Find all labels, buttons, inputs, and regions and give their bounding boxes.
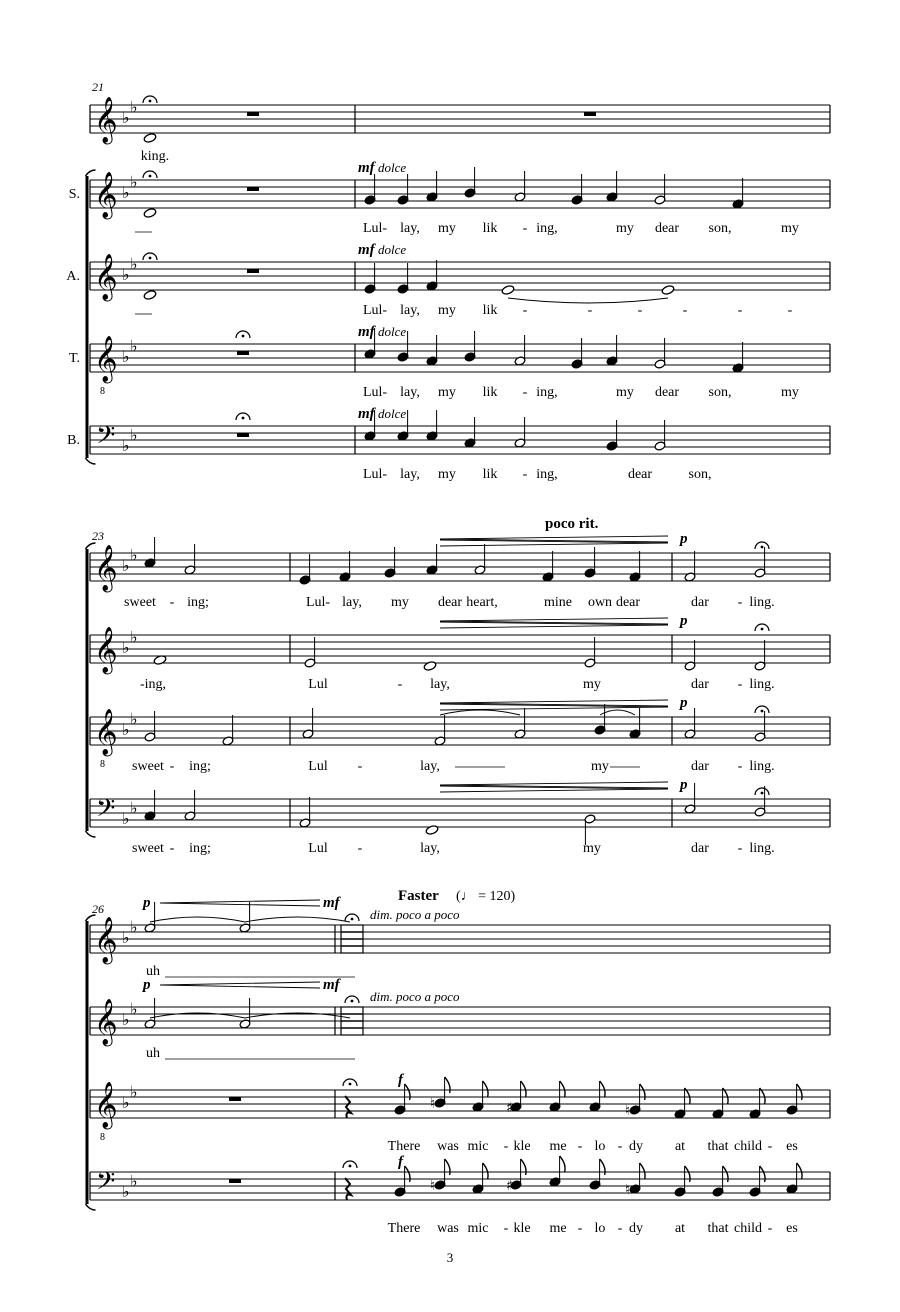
lyric-syllable: child [734, 1221, 762, 1236]
crescendo-hairpin [160, 900, 320, 903]
lyric-syllable: - [737, 595, 743, 610]
lyric-syllable: dy [629, 1139, 643, 1154]
fermata-dot [242, 335, 245, 338]
dynamic-marking: mf [358, 160, 375, 176]
lyric-syllable: ing; [189, 841, 211, 856]
lyric-syllable: was [437, 1221, 459, 1236]
note-flag [405, 1084, 410, 1100]
bass-clef-icon: 𝄢 [96, 421, 116, 456]
note-flag [483, 1081, 488, 1097]
lyric-syllable: my [391, 595, 409, 610]
fermata-dot [242, 417, 245, 420]
slur-tie [150, 917, 245, 922]
flat-icon: ♭ [122, 108, 130, 127]
lyric-syllable: There [387, 1221, 421, 1236]
octave-8-icon: 8 [100, 1132, 105, 1143]
note-flag [723, 1166, 728, 1182]
lyric-syllable: mine [544, 595, 572, 610]
accidental-icon: ♮ [625, 1103, 631, 1119]
crescendo-hairpin [440, 782, 668, 785]
flat-icon: ♭ [130, 254, 138, 274]
lyric-syllable: - [503, 1221, 509, 1236]
lyric-syllable: king. [140, 149, 170, 164]
lyric-syllable: There [387, 1139, 421, 1154]
note-flag [640, 1163, 645, 1179]
lyric-syllable: - [587, 303, 593, 318]
lyric-syllable: son, [708, 221, 732, 236]
flat-icon: ♭ [130, 627, 138, 647]
slur-tie [440, 710, 520, 715]
lyric-syllable: es [786, 1221, 798, 1236]
staff [90, 262, 830, 290]
lyric-syllable: lay, [400, 467, 420, 482]
whole-note [425, 825, 439, 836]
flat-icon: ♭ [130, 999, 138, 1019]
lyric-syllable: dar [691, 595, 709, 610]
treble-clef-icon: 𝄞 [94, 709, 118, 755]
whole-rest [247, 112, 259, 116]
expression-text: dolce [378, 406, 407, 421]
staff [90, 1007, 830, 1035]
lyric-syllable: ing, [536, 221, 558, 236]
lyric-syllable: - [637, 303, 643, 318]
whole-rest [247, 187, 259, 191]
measure-number: 23 [92, 529, 104, 543]
fermata-dot [761, 710, 764, 713]
lyric-syllable: my [781, 221, 799, 236]
lyric-syllable: - [169, 595, 175, 610]
treble-clef-icon: 𝄞 [94, 545, 118, 591]
lyric-syllable: ing, [536, 467, 558, 482]
lyric-syllable: - [737, 841, 743, 856]
lyric-syllable: Lul [308, 677, 328, 692]
flat-icon: ♭ [122, 556, 130, 575]
lyric-syllable: ling. [749, 595, 775, 610]
lyric-syllable: Lul- [362, 303, 388, 318]
lyric-syllable: dar [691, 759, 709, 774]
flat-icon: ♭ [130, 798, 138, 818]
lyric-syllable: Lul- [362, 385, 388, 400]
page-number: 3 [446, 1250, 454, 1265]
lyric-syllable: my [616, 385, 634, 400]
lyric-syllable: at [674, 1221, 686, 1236]
lyric-syllable: sweet [132, 759, 164, 774]
lyric-syllable: kle [513, 1221, 531, 1236]
treble-clef-icon: 𝄞 [94, 254, 118, 300]
octave-8-icon: 8 [100, 759, 105, 770]
staff [90, 799, 830, 827]
lyric-syllable: my [438, 221, 456, 236]
crescendo-hairpin [160, 985, 320, 988]
lyric-syllable: Lul- [362, 221, 388, 236]
flat-icon: ♭ [122, 1010, 130, 1029]
lyric-syllable: that [707, 1139, 729, 1154]
lyric-syllable: son, [708, 385, 732, 400]
crescendo-hairpin [440, 700, 668, 703]
lyric-syllable: - [522, 303, 528, 318]
flat-icon: ♭ [130, 545, 138, 565]
note-flag [405, 1166, 410, 1182]
lyric-syllable: was [437, 1139, 459, 1154]
note-flag [445, 1159, 450, 1175]
lyric-syllable: - [737, 303, 743, 318]
lyric-syllable: mic [467, 1221, 489, 1236]
lyric-syllable: lay, [342, 595, 362, 610]
bass-clef-icon: 𝄢 [96, 794, 116, 829]
lyric-syllable: me [549, 1139, 567, 1154]
lyric-syllable: lik [482, 385, 498, 400]
lyric-syllable: ing, [536, 385, 558, 400]
whole-note [423, 661, 437, 672]
staff [90, 344, 830, 372]
note-flag [640, 1084, 645, 1100]
treble-clef-icon: 𝄞 [94, 999, 118, 1045]
lyric-syllable: dear [654, 385, 680, 400]
lyric-syllable: es [786, 1139, 798, 1154]
expression-text: dolce [378, 242, 407, 257]
lyric-syllable: ing; [189, 759, 211, 774]
lyric-syllable: kle [513, 1139, 531, 1154]
flat-icon: ♭ [122, 265, 130, 284]
note-flag [600, 1159, 605, 1175]
staff-label: B. [67, 433, 80, 448]
lyric-syllable: Lul- [305, 595, 331, 610]
dynamic-marking: mf [358, 406, 375, 422]
lyric-syllable: uh [146, 1046, 160, 1061]
lyric-syllable: - [522, 467, 528, 482]
staff-label: A. [66, 269, 80, 284]
fermata-dot [761, 792, 764, 795]
dynamic-marking: p [680, 531, 688, 547]
lyric-syllable: ing; [187, 595, 209, 610]
note-flag [685, 1166, 690, 1182]
lyric-syllable: dar [691, 677, 709, 692]
note-flag [760, 1166, 765, 1182]
bracket-hook [86, 1204, 96, 1210]
lyric-syllable: - [577, 1221, 583, 1236]
staff [90, 426, 830, 454]
whole-note [143, 208, 157, 219]
measure-number: 21 [92, 80, 104, 94]
dynamic-marking: mf [358, 242, 375, 258]
lyric-syllable: lay, [420, 759, 440, 774]
decrescendo-hairpin [440, 625, 668, 628]
lyric-syllable: child [734, 1139, 762, 1154]
note-flag [521, 1159, 526, 1175]
lyric-syllable: at [674, 1139, 686, 1154]
dynamic-marking: p [143, 895, 151, 911]
staff [90, 553, 830, 581]
quarter-rest [345, 1178, 351, 1200]
lyric-syllable: ling. [749, 677, 775, 692]
fermata-dot [149, 100, 152, 103]
fermata-dot [761, 628, 764, 631]
lyric-syllable: - [503, 1139, 509, 1154]
lyric-syllable: dear [654, 221, 680, 236]
dynamic-marking: mf [323, 977, 340, 993]
whole-rest [229, 1097, 241, 1101]
dynamic-marking: mf [323, 895, 340, 911]
lyric-syllable: lik [482, 221, 498, 236]
flat-icon: ♭ [122, 809, 130, 828]
note-flag [797, 1163, 802, 1179]
lyric-syllable: Lul [308, 759, 328, 774]
fermata-dot [149, 175, 152, 178]
staff [90, 635, 830, 663]
staff-label: S. [68, 187, 80, 202]
whole-rest [584, 112, 596, 116]
note-flag [521, 1081, 526, 1097]
lyric-syllable: - [737, 759, 743, 774]
flat-icon: ♭ [122, 1182, 130, 1201]
lyric-syllable: - [767, 1221, 773, 1236]
lyric-syllable: -ing, [139, 677, 167, 692]
treble-clef-icon: 𝄞 [94, 627, 118, 673]
lyric-syllable: lay, [400, 385, 420, 400]
lyric-syllable: mic [467, 1139, 489, 1154]
bracket-hook [86, 831, 96, 837]
lyric-syllable: lik [482, 467, 498, 482]
flat-icon: ♭ [122, 347, 130, 366]
quarter-rest [345, 1096, 351, 1118]
lyric-syllable: - [737, 677, 743, 692]
lyric-syllable: my [583, 841, 601, 856]
lyric-syllable: - [357, 841, 363, 856]
lyric-syllable: my [438, 303, 456, 318]
accidental-icon: ♯ [506, 1100, 513, 1116]
fermata-dot [351, 918, 354, 921]
tempo-change: poco rit. [545, 516, 599, 532]
lyric-syllable: dar [691, 841, 709, 856]
bracket-hook [86, 458, 96, 464]
lyric-syllable: - [787, 303, 793, 318]
lyric-syllable: Lul- [362, 467, 388, 482]
accidental-icon: ♮ [430, 1178, 436, 1194]
tempo-marking: (♩ = 120) [456, 889, 516, 904]
slur-tie [600, 710, 635, 715]
dynamic-marking: p [680, 695, 688, 711]
lyric-syllable: lay, [430, 677, 450, 692]
flat-icon: ♭ [130, 709, 138, 729]
flat-icon: ♭ [130, 1171, 138, 1191]
lyric-syllable: - [617, 1139, 623, 1154]
lyric-syllable: ling. [749, 759, 775, 774]
flat-icon: ♭ [122, 183, 130, 202]
decrescendo-hairpin [440, 707, 668, 710]
whole-note [143, 133, 157, 144]
whole-rest [229, 1179, 241, 1183]
fermata-dot [351, 1000, 354, 1003]
fermata-dot [349, 1165, 352, 1168]
flat-icon: ♭ [130, 97, 138, 117]
treble-clef-icon: 𝄞 [94, 172, 118, 218]
accidental-icon: ♯ [506, 1178, 513, 1194]
lyric-syllable: sweet [124, 595, 156, 610]
lyric-syllable: Lul [308, 841, 328, 856]
fermata-dot [761, 546, 764, 549]
flat-icon: ♭ [122, 928, 130, 947]
staff-label: T. [68, 351, 80, 366]
lyric-syllable: dear [437, 595, 463, 610]
staff [90, 717, 830, 745]
lyric-syllable: - [767, 1139, 773, 1154]
accidental-icon: ♮ [430, 1096, 436, 1112]
lyric-syllable: that [707, 1221, 729, 1236]
decrescendo-hairpin [440, 543, 668, 546]
slur-tie [245, 917, 350, 922]
flat-icon: ♭ [122, 638, 130, 657]
note-flag [445, 1077, 450, 1093]
dynamic-marking: f [398, 1154, 403, 1170]
flat-icon: ♭ [122, 1093, 130, 1112]
flat-icon: ♭ [130, 172, 138, 192]
lyric-syllable: my [438, 467, 456, 482]
lyric-syllable: me [549, 1221, 567, 1236]
dynamic-marking: p [143, 977, 151, 993]
whole-rest [237, 351, 249, 355]
lyric-syllable: dear [615, 595, 641, 610]
lyric-syllable: - [522, 385, 528, 400]
note-flag [483, 1163, 488, 1179]
lyric-syllable: uh [146, 964, 160, 979]
fermata-dot [149, 257, 152, 260]
tempo-label: Faster [398, 888, 439, 904]
decrescendo-hairpin [440, 789, 668, 792]
treble-clef-icon: 𝄞 [94, 97, 118, 143]
treble-clef-icon: 𝄞 [94, 1082, 118, 1128]
lyric-syllable: dear [627, 467, 653, 482]
note-flag [600, 1081, 605, 1097]
crescendo-hairpin [160, 982, 320, 985]
whole-rest [247, 269, 259, 273]
lyric-syllable: lo [594, 1139, 606, 1154]
lyric-syllable: - [617, 1221, 623, 1236]
lyric-syllable: lik [482, 303, 498, 318]
lyric-syllable: lay, [400, 303, 420, 318]
dynamic-marking: mf [358, 324, 375, 340]
lyric-syllable: - [522, 221, 528, 236]
lyric-syllable: my [616, 221, 634, 236]
dynamic-marking: p [680, 613, 688, 629]
lyric-syllable: son, [688, 467, 712, 482]
dynamic-marking: p [680, 777, 688, 793]
note-flag [560, 1081, 565, 1097]
staff [90, 925, 830, 953]
lyric-syllable: own [587, 595, 613, 610]
crescendo-hairpin [440, 536, 668, 539]
whole-note [143, 290, 157, 301]
expression-text: dolce [378, 324, 407, 339]
whole-note [661, 285, 675, 296]
lyric-syllable: - [357, 759, 363, 774]
staff [90, 180, 830, 208]
lyric-syllable: lay, [400, 221, 420, 236]
note-flag [560, 1156, 565, 1172]
flat-icon: ♭ [122, 436, 130, 455]
lyric-syllable: ling. [749, 841, 775, 856]
lyric-syllable: - [169, 841, 175, 856]
fermata-dot [349, 1083, 352, 1086]
lyric-syllable: my [438, 385, 456, 400]
flat-icon: ♭ [130, 917, 138, 937]
lyric-syllable: lo [594, 1221, 606, 1236]
lyric-syllable: - [682, 303, 688, 318]
lyric-syllable: sweet [132, 841, 164, 856]
crescendo-hairpin [440, 618, 668, 621]
lyric-syllable: dy [629, 1221, 643, 1236]
note-flag [797, 1084, 802, 1100]
crescendo-hairpin [160, 903, 320, 906]
lyric-syllable: my [591, 759, 609, 774]
treble-clef-icon: 𝄞 [94, 917, 118, 963]
flat-icon: ♭ [122, 720, 130, 739]
expression-text: dim. poco a poco [370, 907, 460, 922]
expression-text: dim. poco a poco [370, 989, 460, 1004]
whole-rest [237, 433, 249, 437]
treble-clef-icon: 𝄞 [94, 336, 118, 382]
flat-icon: ♭ [130, 425, 138, 445]
dynamic-marking: f [398, 1072, 403, 1088]
flat-icon: ♭ [130, 336, 138, 356]
staff [90, 105, 830, 133]
measure-number: 26 [92, 902, 104, 916]
bass-clef-icon: 𝄢 [96, 1167, 116, 1202]
whole-note [501, 285, 515, 296]
lyric-syllable: lay, [420, 841, 440, 856]
octave-8-icon: 8 [100, 386, 105, 397]
lyric-syllable: my [583, 677, 601, 692]
expression-text: dolce [378, 160, 407, 175]
lyric-syllable: - [577, 1139, 583, 1154]
lyric-syllable: - [397, 677, 403, 692]
lyric-syllable: - [169, 759, 175, 774]
flat-icon: ♭ [130, 1082, 138, 1102]
accidental-icon: ♮ [625, 1182, 631, 1198]
lyric-syllable: my [781, 385, 799, 400]
lyric-syllable: heart, [466, 595, 498, 610]
